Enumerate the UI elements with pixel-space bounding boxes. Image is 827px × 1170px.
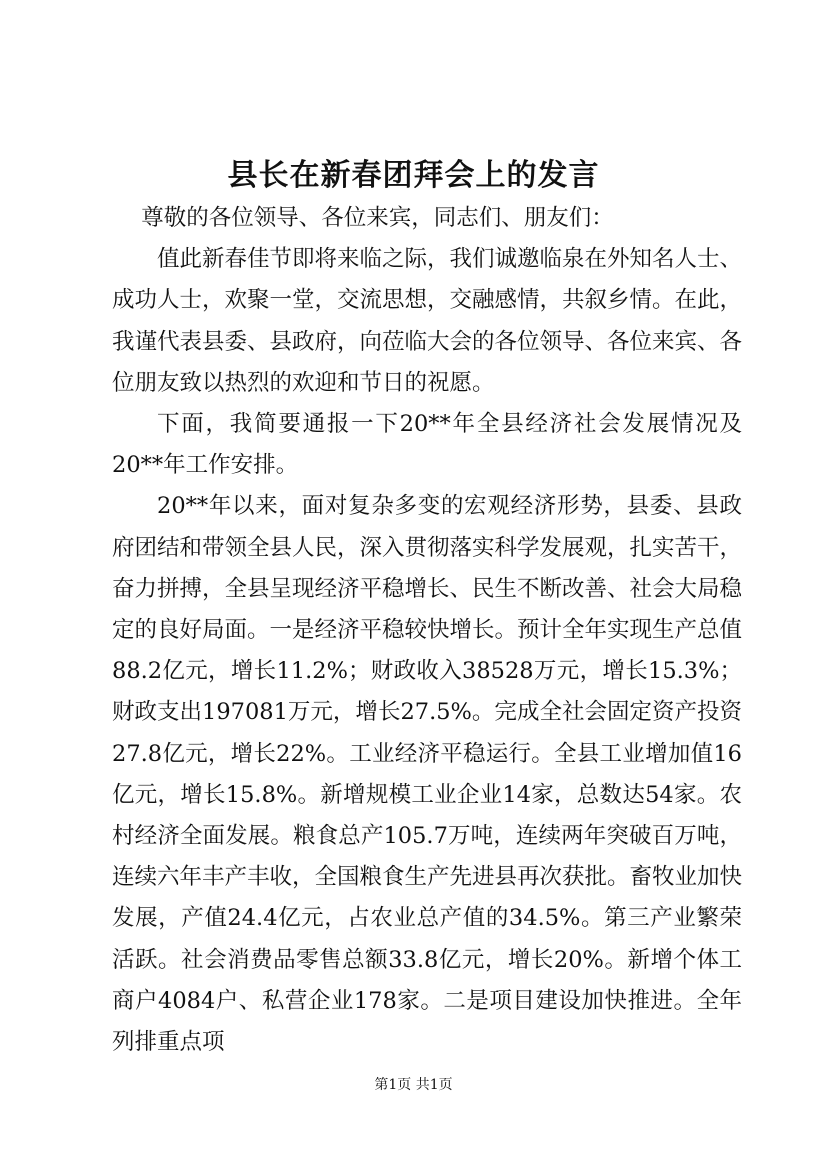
document-body <box>112 198 742 1063</box>
paragraph-intro: 下面，我简要通报一下20**年全县经济社会发展情况及20**年工作安排。 <box>112 411 742 479</box>
paragraph-review: 20**年以来，面对复杂多变的宏观经济形势，县委、县政府团结和带领全县人民，深入贯彻落实科学发展观，扎实苦干，奋力拼搏，全县呈现经济平稳增长、民生不断改善、社会大局稳定的良好局面。一是经济平稳较快增长。预计全年实现生产总值88.2亿元，增长11.2%；财政收入38528万元，增长15.3%；财政支出197081万元，增长27.5%。完成全社会固定资产投资27.8亿元，增长22%。工业经济平稳运行。全县工业增加值16亿元，增长15.8%。新增规模工业企业14家，总数达54家。农村经济全面发展。粮食总产105.7万吨，连续两年突破百万吨，连续六年丰产丰收，全国粮食生产先进县再次获批。畜牧业加快发展，产值24.4亿元，占农业总产值的34.5%。第三产业繁荣活跃。社会消费品零售总额33.8亿元，增长20%。新增个体工商户4084户、私营企业178家。二是项目建设加快推进。全年列排重点项 <box>112 493 743 1056</box>
salutation: 尊敬的各位领导、各位来宾，同志们、朋友们： <box>141 205 614 231</box>
document-title: 县长在新春团拜会上的发言 <box>227 158 600 193</box>
paragraph-welcome: 值此新春佳节即将来临之际，我们诚邀临泉在外知名人士、成功人士，欢聚一堂，交流思想，交融感情，共叙乡情。在此，我谨代表县委、县政府，向莅临大会的各位领导、各位来宾、各位朋友致以热烈的欢迎和节日的祝愿。 <box>112 246 743 396</box>
page-footer: 第1页 共1页 <box>374 1077 453 1093</box>
